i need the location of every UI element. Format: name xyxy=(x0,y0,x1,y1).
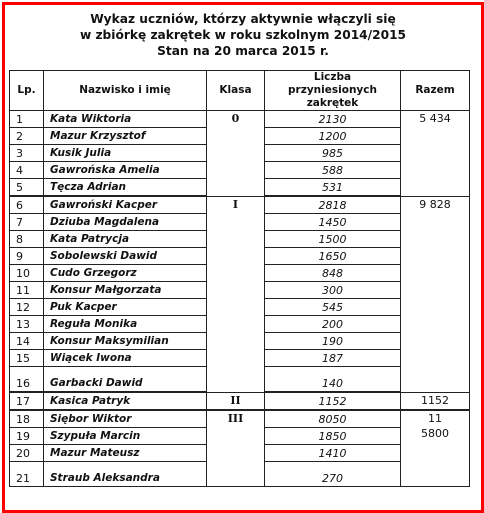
row-lp: 16 xyxy=(10,367,44,393)
row-lp: 7 xyxy=(10,214,44,231)
row-lp: 11 xyxy=(10,282,44,299)
row-lp: 14 xyxy=(10,333,44,350)
row-lp: 8 xyxy=(10,231,44,248)
row-lp: 3 xyxy=(10,145,44,162)
row-name: Konsur Małgorzata xyxy=(44,282,207,299)
row-lp: 12 xyxy=(10,299,44,316)
header-lp: Lp. xyxy=(10,71,44,111)
row-count: 1410 xyxy=(265,445,401,462)
document-title xyxy=(5,11,481,59)
row-count: 588 xyxy=(265,162,401,179)
row-lp: 17 xyxy=(10,392,44,410)
row-name xyxy=(44,333,207,350)
row-count: 985 xyxy=(265,145,401,162)
row-count: 1200 xyxy=(265,128,401,145)
table-header-row xyxy=(10,71,470,111)
row-count: 300 xyxy=(265,282,401,299)
row-lp: 6 xyxy=(10,196,44,214)
row-name: Siębor Wiktor xyxy=(44,410,207,428)
row-name: Gawrońska Amelia xyxy=(44,162,207,179)
row-name: Tęcza Adrian xyxy=(44,179,207,197)
table-row xyxy=(10,410,470,428)
row-count: 848 xyxy=(265,265,401,282)
header-total: Razem xyxy=(401,71,470,111)
group-total: 9 828 xyxy=(401,196,470,392)
row-name: Kasica Patryk xyxy=(44,392,207,410)
row-count: 190 xyxy=(265,333,401,350)
row-lp: 1 xyxy=(10,111,44,128)
row-count: 1152 xyxy=(265,392,401,410)
row-count: 2130 xyxy=(265,111,401,128)
row-lp: 15 xyxy=(10,350,44,367)
title-line-3: Stan na 20 marca 2015 r. xyxy=(157,44,329,58)
row-count: 1850 xyxy=(265,428,401,445)
row-count: 545 xyxy=(265,299,401,316)
table-row xyxy=(10,196,470,214)
group-total-line-2: 5800 xyxy=(421,427,449,440)
row-lp: 4 xyxy=(10,162,44,179)
header-name: Nazwisko i imię xyxy=(44,71,207,111)
row-count: 187 xyxy=(265,350,401,367)
title-line-1: Wykaz uczniów, którzy aktywnie włączyli się xyxy=(90,12,396,26)
row-name-text: Konsur Maksymilian xyxy=(50,334,169,347)
group-total-line-1: 11 xyxy=(428,412,442,425)
row-count: 8050 xyxy=(265,410,401,428)
row-count: 270 xyxy=(265,462,401,487)
row-name: Wiącek Iwona xyxy=(44,350,207,367)
row-name: Garbacki Dawid xyxy=(44,367,207,393)
row-lp: 13 xyxy=(10,316,44,333)
row-name: Cudo Grzegorz xyxy=(44,265,207,282)
row-name: Reguła Monika xyxy=(44,316,207,333)
row-name: Kusik Julia xyxy=(44,145,207,162)
row-lp: 21 xyxy=(10,462,44,487)
row-lp: 9 xyxy=(10,248,44,265)
row-count: 200 xyxy=(265,316,401,333)
row-count: 1500 xyxy=(265,231,401,248)
row-lp: 10 xyxy=(10,265,44,282)
group-total: 1152 xyxy=(401,392,470,410)
row-name: Kata Patrycja xyxy=(44,231,207,248)
row-count: 2818 xyxy=(265,196,401,214)
row-lp: 2 xyxy=(10,128,44,145)
group-class: 0 xyxy=(207,111,265,197)
group-class: I xyxy=(207,196,265,392)
row-count: 1650 xyxy=(265,248,401,265)
title-line-2: w zbiórkę zakrętek w roku szkolnym 2014/2015 xyxy=(79,28,407,42)
group-total: 5 434 xyxy=(401,111,470,197)
row-count: 1450 xyxy=(265,214,401,231)
row-count: 140 xyxy=(265,367,401,393)
row-name: Mazur Krzysztof xyxy=(44,128,207,145)
row-name: Gawroński Kacper xyxy=(44,196,207,214)
header-count: Liczba przyniesionych zakrętek xyxy=(265,71,401,111)
row-name: Szypuła Marcin xyxy=(44,428,207,445)
table-row xyxy=(10,392,470,410)
row-name: Mazur Mateusz xyxy=(44,445,207,462)
row-lp: 19 xyxy=(10,428,44,445)
row-name: Dziuba Magdalena xyxy=(44,214,207,231)
row-lp: 18 xyxy=(10,410,44,428)
students-table xyxy=(9,70,470,487)
row-name: Straub Aleksandra xyxy=(44,462,207,487)
row-name: Sobolewski Dawid xyxy=(44,248,207,265)
header-class: Klasa xyxy=(207,71,265,111)
group-total xyxy=(401,410,470,487)
table-row xyxy=(10,111,470,128)
row-name: Kata Wiktoria xyxy=(44,111,207,128)
row-lp: 20 xyxy=(10,445,44,462)
group-class: II xyxy=(207,392,265,410)
group-class: III xyxy=(207,410,265,487)
row-name: Puk Kacper xyxy=(44,299,207,316)
row-count: 531 xyxy=(265,179,401,197)
row-lp: 5 xyxy=(10,179,44,197)
